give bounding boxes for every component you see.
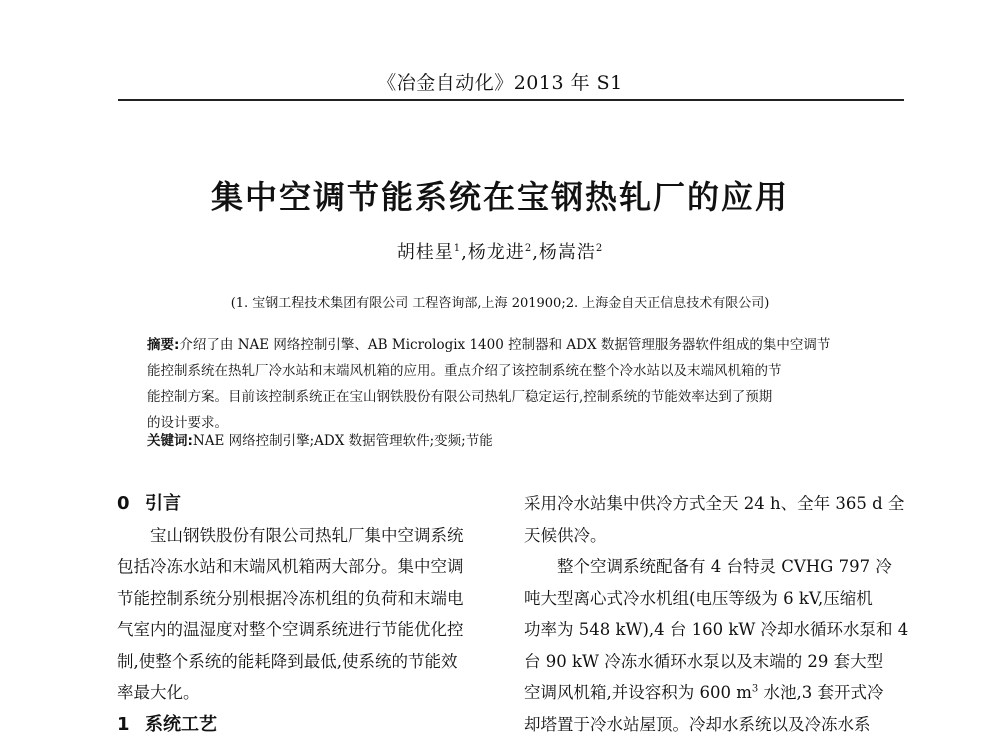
text-line: 包括冷冻水站和末端风机箱两大部分。集中空调 — [117, 551, 497, 583]
section-number: 1 — [117, 709, 145, 740]
text-line: 天候供冷。 — [524, 520, 904, 552]
keywords-text: NAE 网络控制引擎;ADX 数据管理软件;变频;节能 — [193, 433, 493, 449]
text-line: 宝山钢铁股份有限公司热轧厂集中空调系统 — [117, 520, 497, 552]
abstract-line: 的设计要求。 — [147, 410, 879, 436]
right-column — [524, 488, 904, 740]
paper-title: 集中空调节能系统在宝钢热轧厂的应用 — [0, 172, 1000, 218]
section-title: 引言 — [145, 493, 181, 514]
text-line: 采用冷水站集中供冷方式全天 24 h、全年 365 d 全 — [524, 488, 904, 520]
keywords-label: 关键词: — [147, 433, 193, 449]
continued-paragraph — [524, 488, 904, 551]
header-rule — [118, 99, 904, 101]
affiliation: (1. 宝钢工程技术集团有限公司 工程咨询部,上海 201900;2. 上海金自天正信息技术有限公司) — [0, 292, 1000, 311]
text-line: 吨大型离心式冷水机组(电压等级为 6 kV,压缩机 — [524, 583, 904, 615]
author-name: 杨嵩浩 — [539, 242, 596, 263]
unit-superscript: 3 — [752, 684, 758, 695]
abstract-line — [147, 332, 879, 358]
abstract-line: 能控制方案。目前该控制系统正在宝山钢铁股份有限公司热轧厂稳定运行,控制系统的节能效率达到了预期 — [147, 384, 879, 410]
intro-paragraph — [117, 520, 497, 709]
text-line: 节能控制系统分别根据冷冻机组的负荷和末端电 — [117, 583, 497, 615]
text-line — [524, 677, 904, 709]
keywords — [147, 428, 879, 454]
left-column — [117, 488, 497, 740]
section-title: 系统工艺 — [145, 714, 217, 735]
author-name: 杨龙进 — [468, 242, 525, 263]
section-heading-process — [117, 709, 497, 740]
abstract-line: 能控制系统在热轧厂冷水站和末端风机箱的应用。重点介绍了该控制系统在整个冷水站以及末端风机箱的节 — [147, 358, 879, 384]
text-line: 气室内的温湿度对整个空调系统进行节能优化控 — [117, 614, 497, 646]
text-line: 功率为 548 kW),4 台 160 kW 冷却水循环水泵和 4 — [524, 614, 904, 646]
text-line: 却塔置于冷水站屋顶。冷却水系统以及冷冻水系 — [524, 709, 904, 740]
text-line: 台 90 kW 冷冻水循环水泵以及末端的 29 套大型 — [524, 646, 904, 678]
section-heading-intro — [117, 488, 497, 520]
text-line: 整个空调系统配备有 4 台特灵 CVHG 797 冷 — [524, 551, 904, 583]
author-affil-mark: 1 — [454, 243, 461, 254]
text-fragment: 空调风机箱,并设容积为 600 m — [524, 683, 752, 702]
text-line: 制,使整个系统的能耗降到最低,使系统的节能效 — [117, 646, 497, 678]
author-name: 胡桂星 — [397, 242, 454, 263]
text-fragment: 水池,3 套开式冷 — [764, 683, 884, 702]
author-affil-mark: 2 — [525, 243, 532, 254]
author-affil-mark: 2 — [596, 243, 603, 254]
text-line: 率最大化。 — [117, 677, 497, 709]
equipment-paragraph — [524, 551, 904, 740]
abstract — [147, 332, 879, 436]
section-number: 0 — [117, 488, 145, 520]
author-list: 胡桂星$^1$,杨龙进$^2$,杨嵩浩$^2$ — [0, 238, 1000, 264]
journal-header: 《冶金自动化》2013 年 S1 — [0, 68, 1000, 95]
abstract-text: 介绍了由 NAE 网络控制引擎、AB Micrologix 1400 控制器和 ADX 数据管理服务器软件组成的集中空调节 — [179, 337, 830, 353]
abstract-label: 摘要: — [147, 337, 179, 353]
